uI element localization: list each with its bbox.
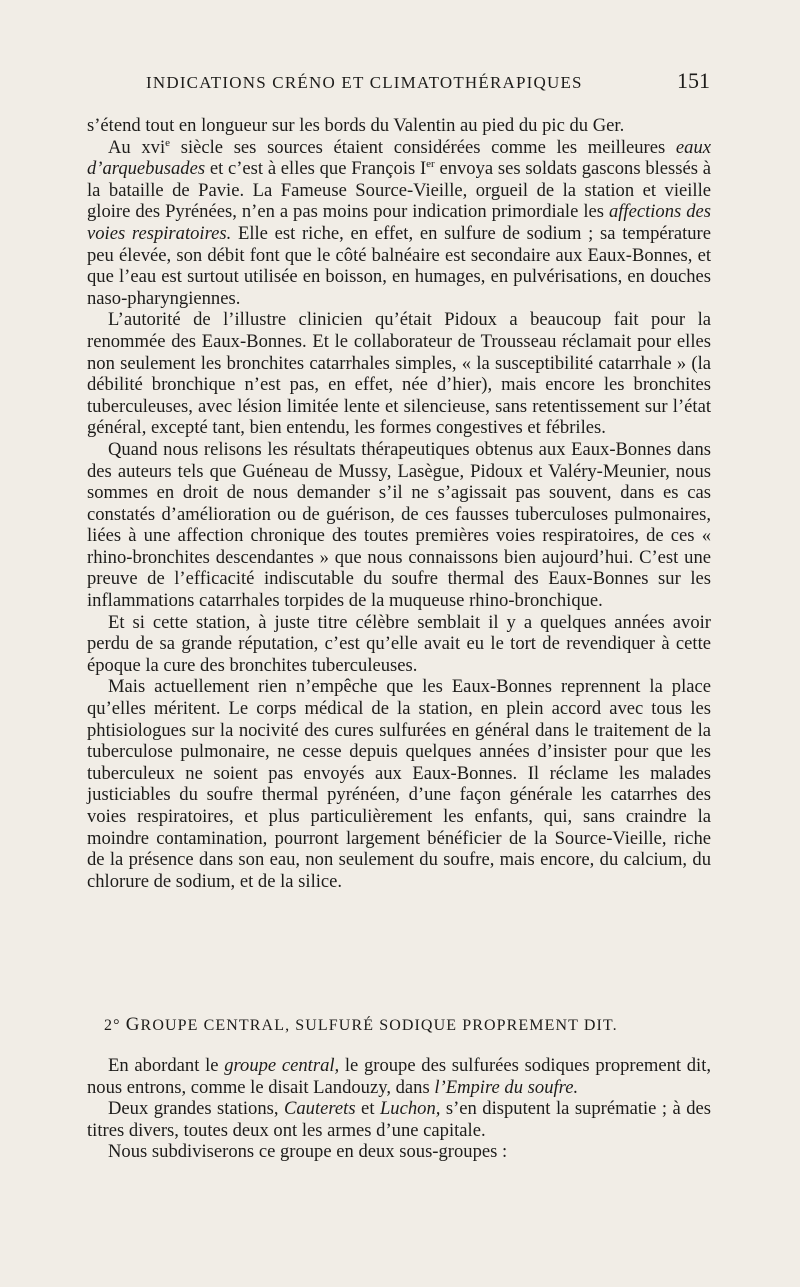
italic-text: Cauterets — [283, 1098, 356, 1120]
running-head — [146, 68, 710, 94]
italic-text: groupe central, — [224, 1055, 340, 1076]
text-run: et c’est à elles que François I — [205, 158, 427, 180]
text-run: Elle est riche, en effet, en sulfure de sodium ; sa température peu élevée, son débit font que le côté balnéaire est secondaire aux Eaux-Bonnes, et que l’eau est surtout utilisée en boisson, en humages, en pulvérisations, en douches naso-pharyngiennes. — [87, 222, 712, 309]
page-number: 151 — [677, 68, 710, 93]
text-run: s’étend tout en longueur sur les bords du Valentin au pied du pic du Ger. — [87, 115, 625, 136]
paragraph — [87, 1141, 711, 1163]
italic-text: eaux d’arquebusades — [87, 136, 712, 180]
running-title: INDICATIONS CRÉNO ET CLIMATOTHÉRAPIQUES — [146, 73, 583, 92]
section-number: 2° — [104, 1017, 121, 1034]
paragraph — [87, 439, 711, 612]
text-run: En abordant le — [108, 1055, 225, 1076]
paragraph — [87, 137, 711, 310]
paragraph — [87, 115, 711, 137]
text-run: et — [355, 1098, 380, 1120]
text-run: Et si cette station, à juste titre célèbre semblait il y a quelques années avoir perdu de sa grande réputation, c’est qu’elle avait eu le tort de revendiquer à cette époque la cure des bronchites tuberculeuses. — [87, 611, 711, 676]
text-run: le groupe des sulfurées sodiques proprement dit, nous entrons, comme le disait Landouzy, dans — [87, 1055, 712, 1098]
italic-text: Luchon, — [379, 1098, 441, 1120]
paragraph — [87, 1055, 711, 1098]
text-run: Nous subdiviserons ce groupe en deux sous-groupes : — [108, 1141, 508, 1163]
text-run: envoya ses soldats gascons blessés à la bataille de Pavie. La Fameuse Source-Vieille, orgueil de la station et vieille gloire des Pyrénées, n’en a pas moins pour indication primordiale les — [87, 158, 711, 223]
italic-text: l’Empire du soufre. — [434, 1076, 579, 1098]
section-title-rest: ROUPE CENTRAL, SULFURÉ SODIQUE PROPREMENT DIT. — [140, 1017, 618, 1034]
section-heading — [104, 1014, 704, 1036]
text-run: Mais actuellement rien n’empêche que les Eaux-Bonnes reprennent la place qu’elles méritent. Le corps médical de la station, en plein accord avec tous les phtisiologues sur la nocivité des cures sulfurées en général dans le traitement de la tuberculose pulmonaire, ne cesse depuis quelques années d’insister pour que les tuberculeux ne soient pas envoyés aux Eaux-Bonnes. Il réclame les malades justiciables du soufre thermal pyrénéen, d’une façon générale les catarrhes des voies respiratoires, et plus particulièrement les enfants, qui, sans craindre la moindre contamination, pourront largement bénéficier de la Source-Vieille, riche de la présence dans son eau, non seulement du soufre, mais encore, du calcium, du chlorure de sodium, et de la silice. — [87, 676, 711, 892]
text-run: Deux grandes stations, — [108, 1098, 284, 1120]
superscript: e — [165, 136, 171, 149]
superscript: er — [426, 158, 435, 170]
text-run: L’autorité de l’illustre clinicien qu’était Pidoux a beaucoup fait pour la renommée des Eaux-Bonnes. Et le collaborateur de Trousseau réclamait pour elles non seulement les bronchites catarrhales simples, « la susceptibilité catarrhale » (la débilité bronchique n’est pas, en effet, née d’hier), mais encore les bronchites tuberculeuses, avec lésion limitée lente et silencieuse, sans retentissement sur l’état général, excepté tant, bien entendu, les formes congestives et fébriles. — [87, 309, 711, 439]
paragraph — [87, 1098, 711, 1141]
paragraph — [87, 676, 711, 892]
text-run: Quand nous relisons les résultats thérapeutiques obtenus aux Eaux-Bonnes dans des auteurs tels que Guéneau de Mussy, Lasègue, Pidoux et Valéry-Meunier, nous sommes en droit de nous demander s’il ne s’agissait pas souvent, dans es cas constatés d’amélioration ou de guérison, de ces fausses tuberculoses pulmonaires, liées à une affection chronique des toutes premières voies respiratoires, de ces « rhino-bronchites descendantes » que nous connaissons bien aujourd’hui. C’est une preuve de l’efficacité indiscutable du soufre thermal des Eaux-Bonnes sur les inflammations catarrhales torpides de la muqueuse rhino-bronchique. — [87, 438, 711, 612]
text-run: Au xvi — [108, 136, 166, 158]
section-title-initial: G — [125, 1014, 141, 1035]
paragraph — [87, 309, 711, 439]
body-text — [87, 115, 711, 892]
italic-text: affections des voies respiratoires. — [87, 201, 711, 244]
text-run: s’en disputent la suprématie ; à des titres divers, toutes deux ont les armes d’une capitale. — [87, 1098, 712, 1141]
paragraph — [87, 612, 711, 677]
body-text-continued — [87, 1055, 711, 1163]
text-run: siècle ses sources étaient considérées comme les meilleures — [170, 136, 676, 158]
